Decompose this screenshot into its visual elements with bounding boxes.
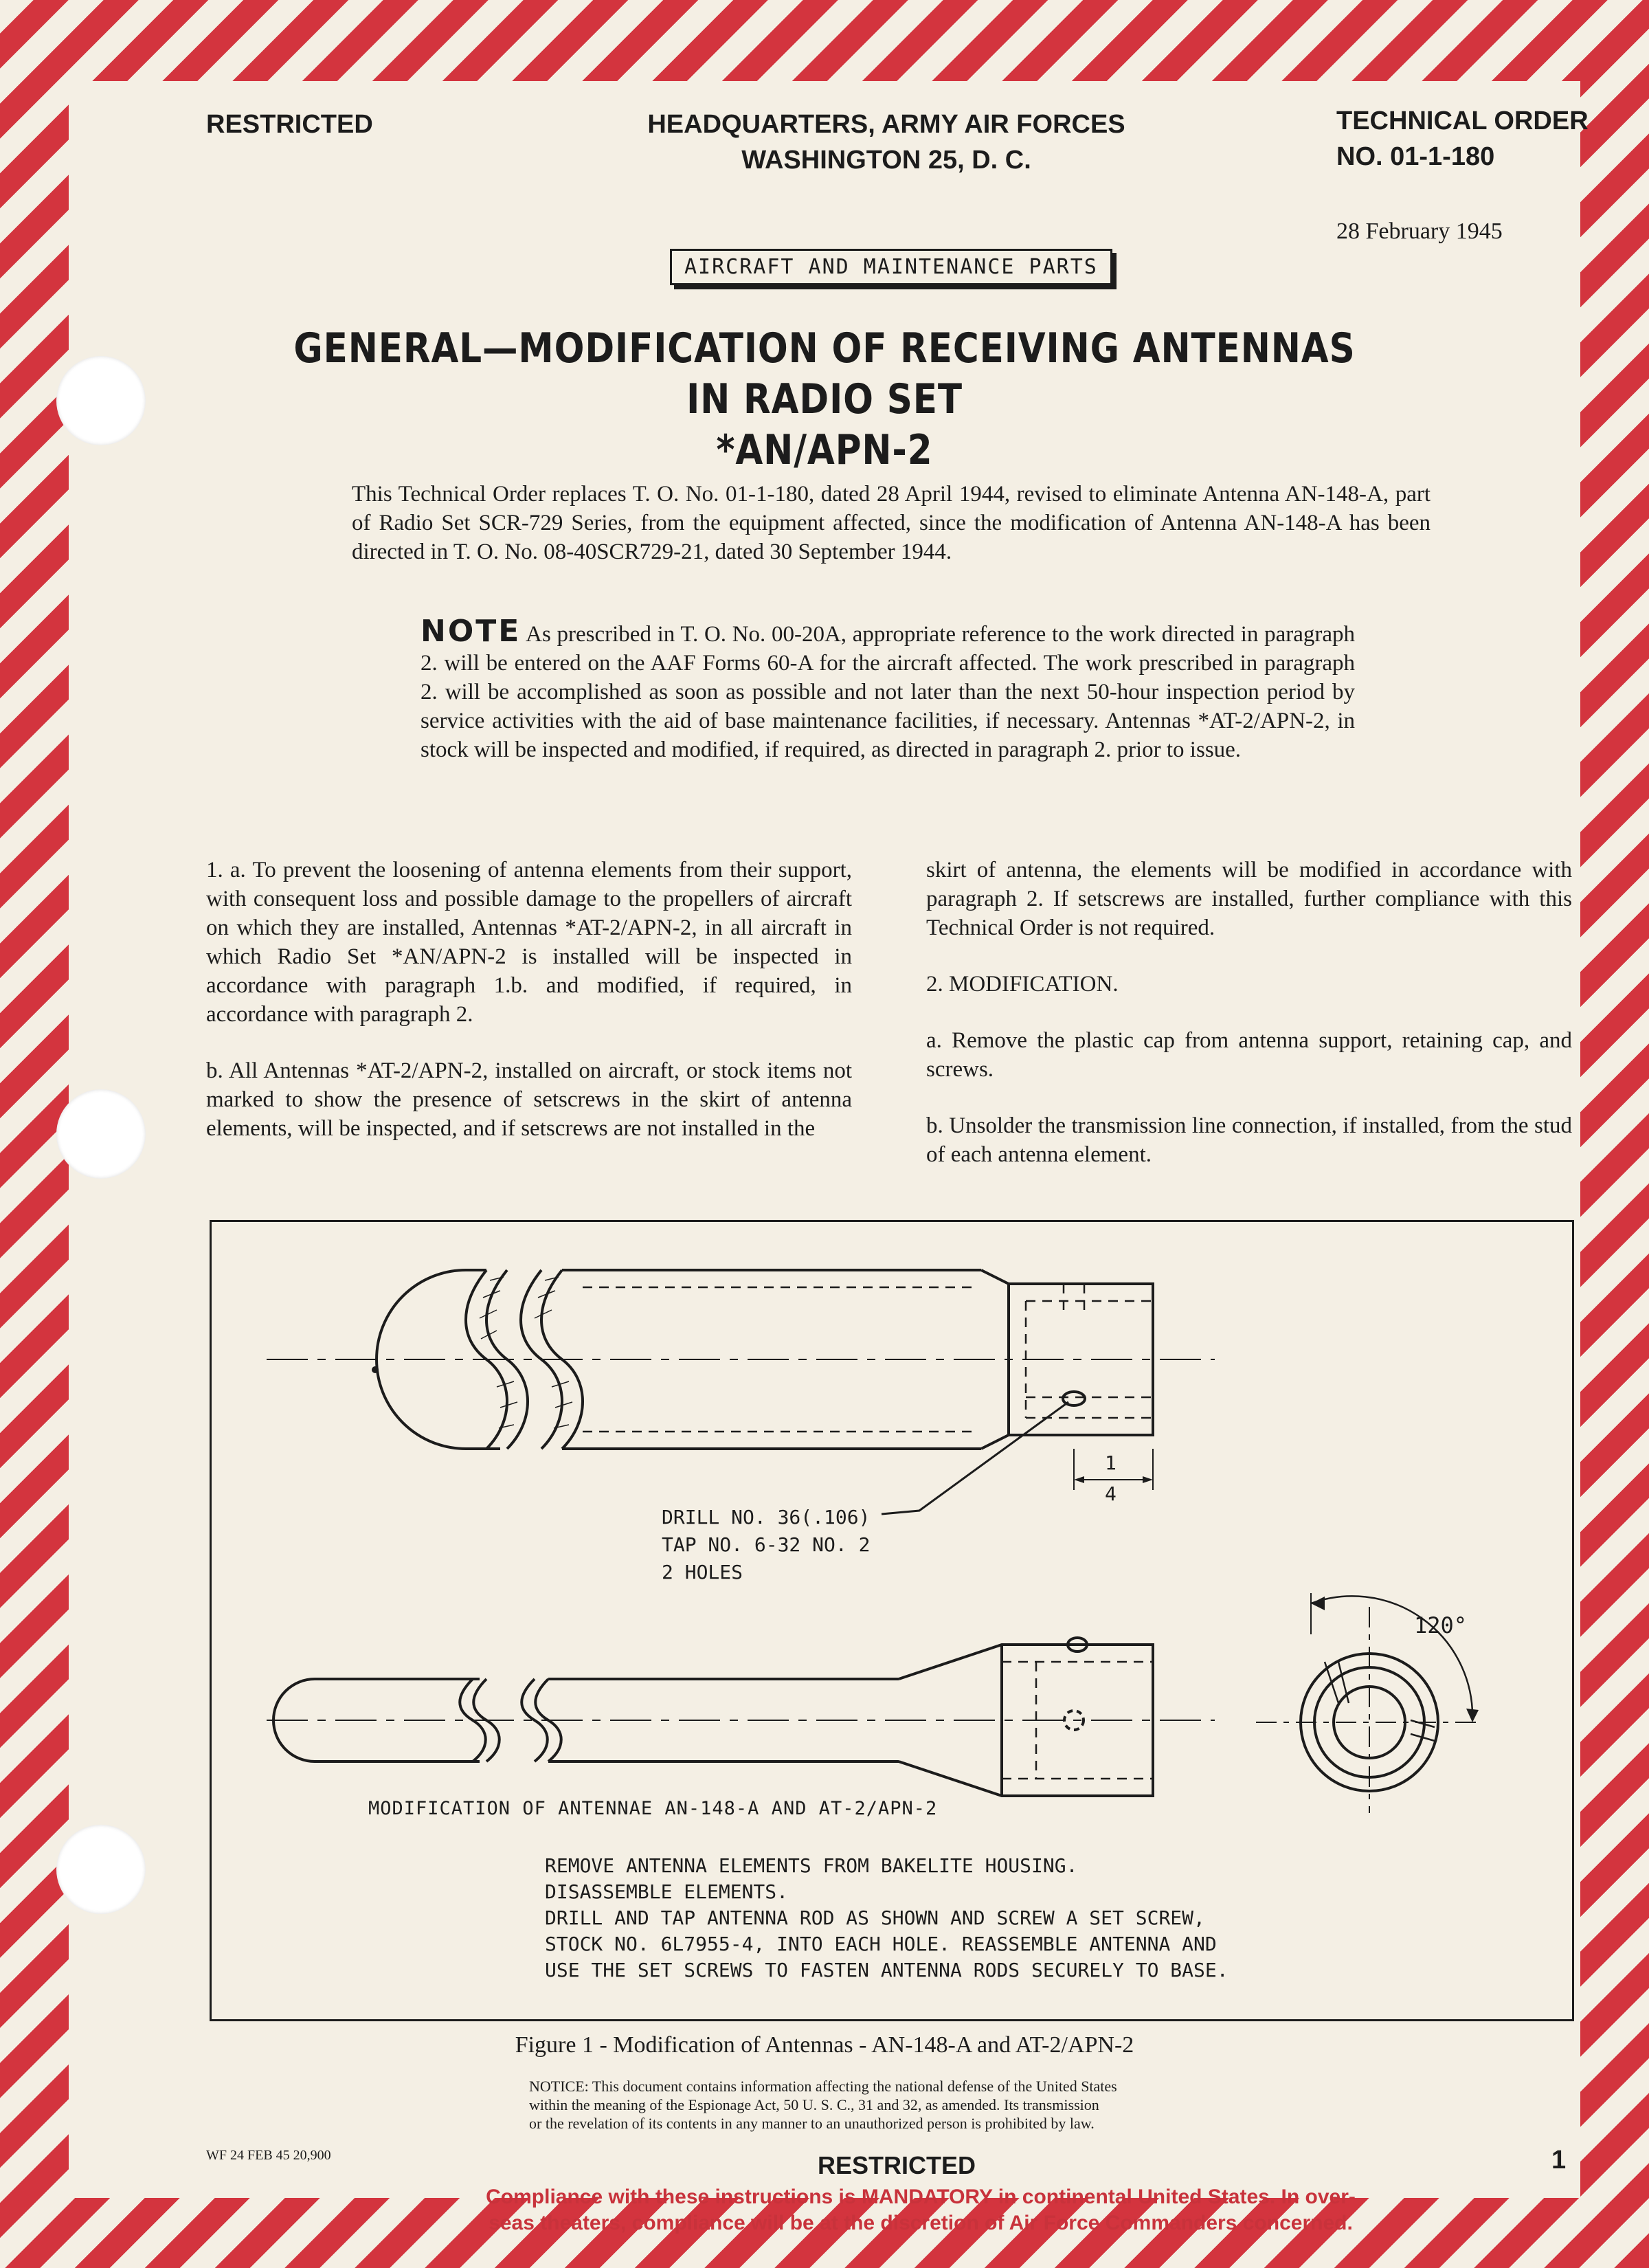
instruction-4: STOCK NO. 6L7955-4, INTO EACH HOLE. REASSEMBLE ANTENNA AND: [545, 1933, 1217, 1955]
notice-line2: within the meaning of the Espionage Act, 50 U. S. C., 31 and 32, as amended. Its transmission: [529, 2096, 1099, 2113]
mandatory-line1: Compliance with these instructions is MANDATORY in continental United States. In over-: [486, 2186, 1356, 2208]
figure-frame: [210, 1220, 1574, 2021]
drill-line1: DRILL NO. 36(.106): [662, 1506, 871, 1528]
punch-hole-top: [56, 356, 146, 445]
print-code: WF 24 FEB 45 20,900: [206, 2148, 331, 2163]
page-number: 1: [1551, 2146, 1567, 2175]
instruction-1: REMOVE ANTENNA ELEMENTS FROM BAKELITE HOUSING.: [545, 1854, 1078, 1877]
header-restricted: RESTRICTED: [206, 110, 373, 139]
paragraph-2a: a. Remove the plastic cap from antenna support, retaining cap, and screws.: [926, 1028, 1572, 1082]
punch-hole-bottom: [56, 1825, 146, 1914]
modification-label: MODIFICATION OF ANTENNAE AN-148-A AND AT-2/APN-2: [368, 1798, 938, 1819]
instruction-5: USE THE SET SCREWS TO FASTEN ANTENNA RODS SECURELY TO BASE.: [545, 1959, 1229, 1981]
note-label: NOTE: [420, 614, 521, 649]
left-column: [206, 856, 852, 1170]
paragraph-1b: b. All Antennas *AT-2/APN-2, installed on aircraft, or stock items not marked to show the presence of setscrews in the skirt of antenna elements, will be inspected, and if setscrews are not installed in the: [206, 1058, 852, 1141]
header-to-line1: TECHNICAL ORDER: [1336, 107, 1589, 135]
header-technical-order: [1336, 103, 1589, 175]
security-notice: [529, 2077, 1285, 2133]
note-block: [420, 614, 1355, 764]
header-hq-line1: HEADQUARTERS, ARMY AIR FORCES: [647, 110, 1125, 139]
document-title: [293, 323, 1356, 476]
header-date: 28 February 1945: [1336, 219, 1503, 244]
mandatory-notice: [385, 2184, 1457, 2236]
heading-modification: 2. MODIFICATION.: [926, 972, 1119, 997]
instruction-3: DRILL AND TAP ANTENNA ROD AS SHOWN AND SCREW A SET SCREW,: [545, 1906, 1205, 1929]
header-to-number: NO. 01-1-180: [1336, 142, 1495, 171]
mandatory-line2: seas theaters, compliance will be at the discretion of Air Force Commanders concerned.: [489, 2212, 1353, 2234]
header-hq: [550, 107, 1223, 178]
drill-line3: 2 HOLES: [662, 1561, 743, 1583]
drill-callout: [662, 1504, 870, 1586]
footer-restricted: RESTRICTED: [818, 2151, 976, 2179]
dim-denominator: 4: [1105, 1482, 1117, 1505]
title-line2: *AN/APN-2: [716, 426, 933, 474]
instruction-2: DISASSEMBLE ELEMENTS.: [545, 1880, 789, 1903]
figure-instructions: [545, 1853, 1229, 1983]
paragraph-1b-cont: skirt of antenna, the elements will be modified in accordance with paragraph 2. If setscrews are installed, further compliance with this Technical Order is not required.: [926, 858, 1572, 940]
note-text: As prescribed in T. O. No. 00-20A, appropriate reference to the work directed in paragraph 2. will be entered on the AAF Forms 60-A for the aircraft affected. The work prescribed in paragraph 2. will be accomplished as soon as possible and not later than the next 50-hour inspection period by service activities with the aid of base maintenance facilities, if necessary. Antennas *AT-2/APN-2, in stock will be inspected and modified, if required, as directed in paragraph 2. prior to issue.: [420, 622, 1355, 762]
drill-line2: TAP NO. 6-32 NO. 2: [662, 1533, 871, 1556]
header-hq-line2: WASHINGTON 25, D. C.: [741, 146, 1031, 175]
title-line1: GENERAL—MODIFICATION OF RECEIVING ANTENNAS IN RADIO SET: [293, 324, 1356, 423]
drill-leader: [882, 1402, 1068, 1514]
right-column: [926, 856, 1572, 1197]
paragraph-1a: 1. a. To prevent the loosening of antenna elements from their support, with consequent loss and possible damage to the propellers of aircraft on which they are installed, Antennas *AT-2/APN-2, in all aircraft in which Radio Set *AN/APN-2 is installed will be inspected in accordance with paragraph 1.b. and modified, if required, in accordance with paragraph 2.: [206, 858, 852, 1027]
dim-numerator: 1: [1105, 1452, 1117, 1474]
paragraph-2b: b. Unsolder the transmission line connection, if installed, from the stud of each antenna element.: [926, 1113, 1572, 1167]
category-box: AIRCRAFT AND MAINTENANCE PARTS: [670, 249, 1112, 285]
angle-label: 120°: [1414, 1612, 1468, 1638]
intro-paragraph: This Technical Order replaces T. O. No. 01-1-180, dated 28 April 1944, revised to eliminate Antenna AN-148-A, part of Radio Set SCR-729 Series, from the equipment affected, since the modification of Antenna AN-148-A has been directed in T. O. No. 08-40SCR729-21, dated 30 September 1944.: [352, 482, 1431, 564]
punch-hole-middle: [56, 1089, 146, 1179]
notice-line1: NOTICE: This document contains information affecting the national defense of the United States: [529, 2078, 1117, 2095]
figure-caption: Figure 1 - Modification of Antennas - AN-148-A and AT-2/APN-2: [515, 2032, 1134, 2058]
notice-line3: or the revelation of its contents in any manner to an unauthorized person is prohibited by law.: [529, 2115, 1095, 2132]
